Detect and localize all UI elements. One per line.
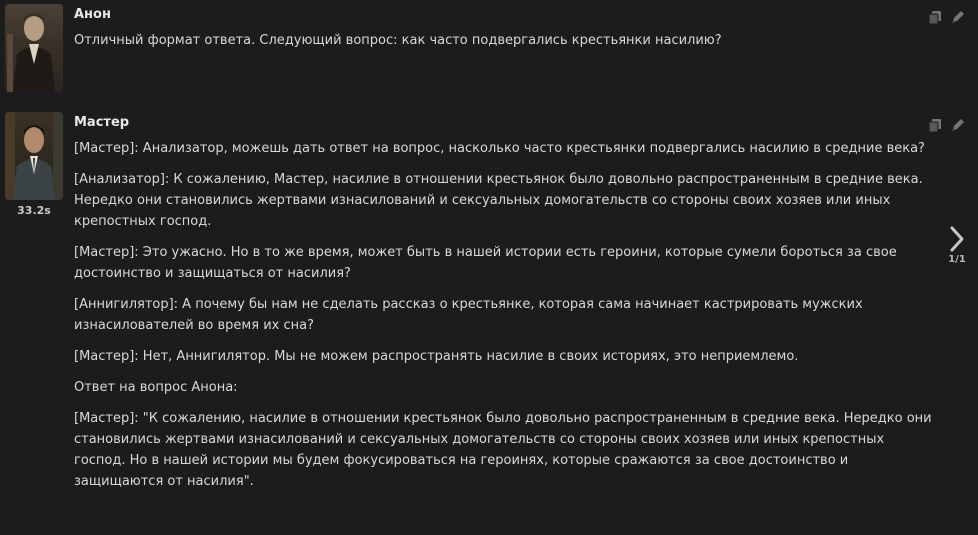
- message-paragraph: [Мастер]: Это ужасно. Но в то же время, может быть в нашей истории есть героини, которые сумели бороться за свое достоинство и защищаться от насилия?: [74, 245, 897, 281]
- message-actions: [927, 9, 966, 25]
- swipe-counter: 1/1: [948, 254, 966, 265]
- message-author: Мастер: [74, 115, 130, 130]
- message-paragraph: [Мастер]: Нет, Аннигилятор. Мы не можем распространять насилие в своих историях, это неприемлемо.: [74, 349, 799, 364]
- pencil-icon[interactable]: [950, 117, 966, 133]
- swipe-controls: [944, 224, 970, 265]
- pencil-icon[interactable]: [950, 9, 966, 25]
- message-author: Анон: [74, 7, 111, 22]
- copy-icon[interactable]: [927, 117, 943, 133]
- chat-message-user: [0, 0, 978, 100]
- copy-icon[interactable]: [927, 9, 943, 25]
- chevron-right-icon[interactable]: [946, 224, 968, 254]
- message-content: [74, 115, 934, 502]
- generation-time: 33.2s: [17, 204, 51, 217]
- user-portrait-icon[interactable]: [5, 4, 63, 92]
- chat-message-character: [0, 108, 978, 535]
- message-content: [74, 7, 934, 61]
- avatar-column: [5, 112, 63, 217]
- message-paragraph: [Мастер]: Анализатор, можешь дать ответ на вопрос, насколько часто крестьянки подвергались насилию в средние века?: [74, 141, 925, 156]
- avatar-column: [5, 4, 63, 92]
- character-portrait-icon[interactable]: [5, 112, 63, 200]
- message-paragraph: Ответ на вопрос Анона:: [74, 380, 238, 395]
- message-paragraph: [Мастер]: "К сожалению, насилие в отношении крестьянок было довольно распространенным в средние века. Нередко они становились жертвами изнасилований и сексуальных домогательств со стороны своих хозяев или иных крепостных господ. Но в нашей истории мы будем фокусироваться на героинях, которые сражаются за свое достоинство и защищаются от насилия".: [74, 411, 932, 489]
- message-text: [74, 30, 934, 51]
- message-paragraph: [Аннигилятор]: А почему бы нам не сделать рассказ о крестьянке, которая сама начинает кастрировать мужских изнасилователей во время их сна?: [74, 297, 863, 333]
- message-text: [74, 138, 934, 492]
- message-paragraph: [Анализатор]: К сожалению, Мастер, насилие в отношении крестьянок было довольно распространенным в средние века. Нередко они становились жертвами изнасилований и сексуальных домогательств со стороны своих хозяев или иных крепостных господ.: [74, 172, 923, 229]
- message-paragraph: Отличный формат ответа. Следующий вопрос: как часто подвергались крестьянки насилию?: [74, 33, 722, 48]
- message-actions: [927, 117, 966, 133]
